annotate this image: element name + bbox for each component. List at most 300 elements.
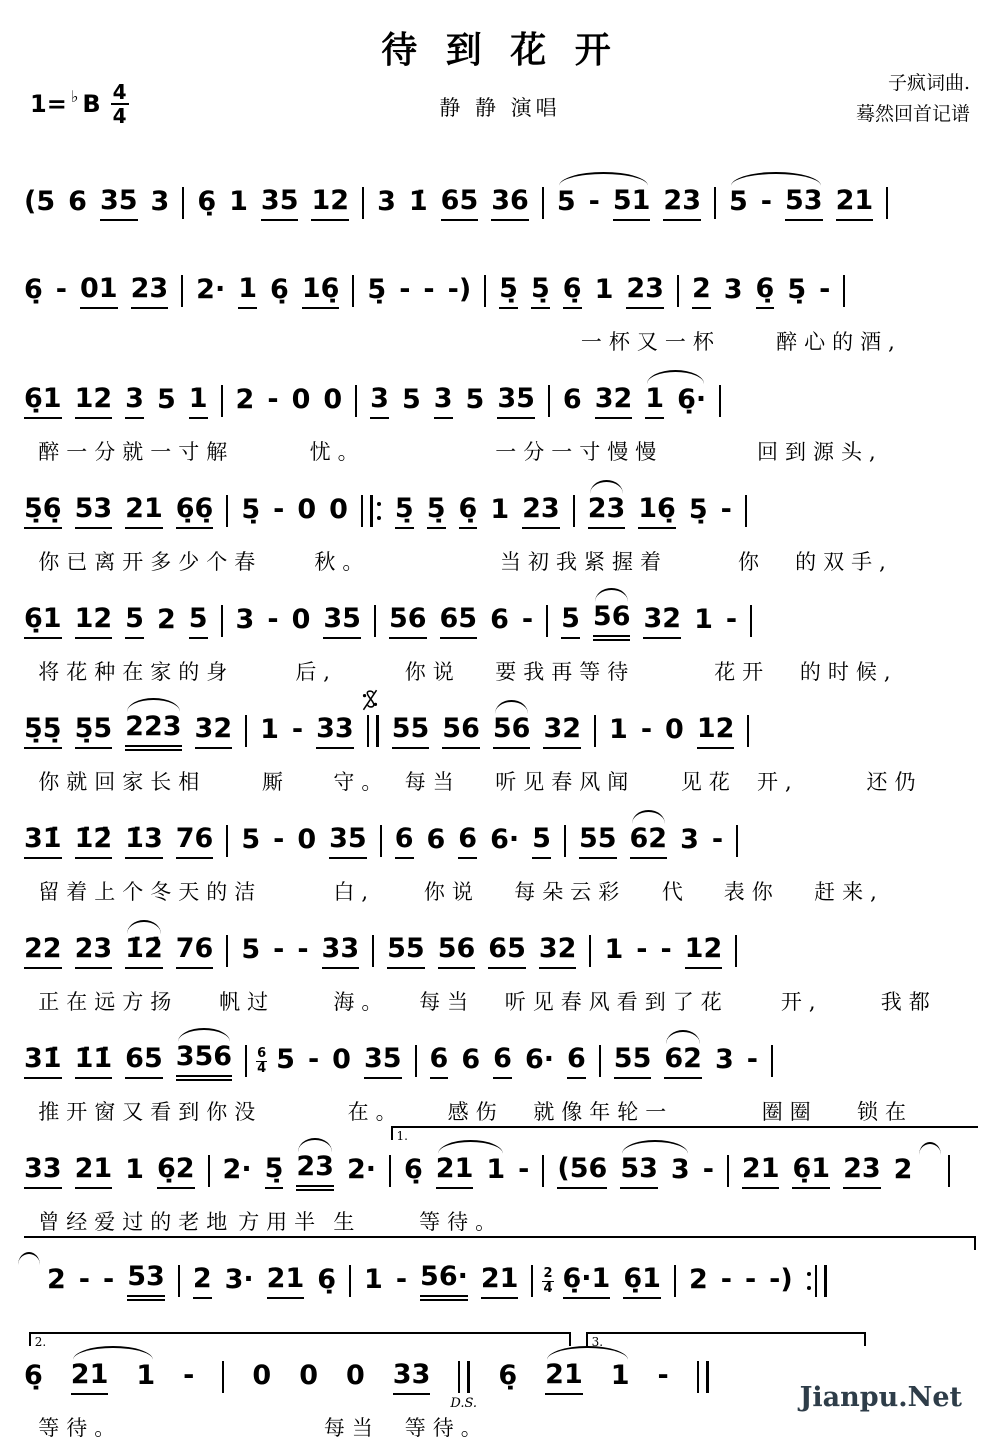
note: 65	[440, 603, 478, 639]
notes-row	[24, 354, 976, 432]
note: 0	[291, 383, 311, 415]
lyric: 醉一分就一寸解	[38, 440, 235, 464]
note: 1̇2̇	[75, 823, 113, 859]
barline	[546, 605, 548, 637]
note: -	[518, 1153, 530, 1185]
note: 55	[579, 823, 617, 859]
note: 23	[296, 1151, 334, 1191]
note: -	[297, 933, 309, 965]
note: 33	[24, 1153, 62, 1189]
note: -	[423, 273, 435, 305]
notes-row	[24, 574, 976, 652]
note: 62	[664, 1043, 702, 1079]
score-line-9	[24, 1014, 976, 1124]
lyric: 醉心的酒,	[776, 330, 902, 354]
note: 21	[545, 1359, 583, 1395]
slur-group	[493, 713, 531, 749]
note: 76	[176, 933, 214, 969]
note: 21	[125, 493, 163, 529]
note: 12	[697, 713, 735, 749]
lyric: 厮	[262, 770, 290, 794]
note: 1	[486, 1153, 506, 1185]
note: 51	[613, 185, 651, 221]
barline	[727, 1155, 729, 1187]
note: 76	[176, 823, 214, 859]
note: 0	[323, 383, 343, 415]
lyric: 要我再等待	[495, 660, 636, 684]
note: 12	[311, 185, 349, 221]
slur-group	[545, 1359, 629, 1395]
note: 6	[567, 1043, 586, 1079]
repeat-dots	[376, 498, 382, 524]
note: 53	[785, 185, 823, 221]
note: 5̣	[427, 493, 446, 529]
slur-group	[729, 185, 823, 221]
note: -	[103, 1263, 115, 1295]
note: 53	[127, 1261, 165, 1301]
note: 5	[276, 1043, 295, 1075]
lyric: 秋。	[314, 550, 371, 574]
lyric: 推开窗又看到你没	[38, 1100, 263, 1124]
note: 5̣	[531, 273, 550, 309]
note: 16̣	[302, 273, 340, 309]
slur-group	[125, 711, 181, 751]
note: 5̣	[499, 273, 518, 309]
note: 55	[387, 933, 425, 969]
note: 32	[643, 603, 681, 639]
note: 31̇	[24, 1043, 62, 1079]
note: -)	[769, 1263, 793, 1295]
slur-group	[436, 1153, 505, 1189]
barline	[594, 715, 596, 747]
note: 3	[125, 383, 144, 419]
barline	[226, 495, 228, 527]
note: 2	[893, 1153, 913, 1185]
note: 23	[75, 933, 113, 969]
segno-icon	[361, 688, 379, 712]
note: 21	[75, 1153, 113, 1189]
note: -	[760, 185, 772, 217]
slur-group	[296, 1151, 334, 1191]
note: 23	[522, 493, 560, 529]
note: -	[273, 493, 285, 525]
lyric: 听见春风闻	[495, 770, 636, 794]
note: 1	[189, 383, 208, 419]
note: 6̣6̣	[176, 493, 214, 529]
note: 1	[125, 1153, 144, 1185]
slur-group	[125, 933, 163, 969]
note: 1	[490, 493, 510, 525]
note: 5	[532, 823, 551, 859]
note: 32	[543, 713, 581, 749]
lyric: 每当	[419, 990, 476, 1014]
note: 23	[588, 493, 626, 529]
watermark: Jianpu.Net	[799, 1382, 962, 1413]
note: 6̣	[24, 273, 43, 305]
barline	[355, 385, 357, 417]
note: -	[640, 713, 653, 745]
lyric: 海。	[333, 990, 390, 1014]
header	[0, 0, 1000, 152]
note: 1	[364, 1263, 383, 1295]
note: -	[746, 1043, 758, 1075]
key-letter: B	[82, 90, 101, 118]
note: 1	[238, 273, 257, 309]
volta-bracket	[391, 1126, 978, 1143]
note: 56	[438, 933, 476, 969]
barline	[484, 275, 486, 307]
score-line-5	[24, 574, 976, 684]
note: -	[55, 273, 68, 305]
note: 6̣	[197, 185, 217, 217]
note: 33	[393, 1359, 431, 1395]
note: 31̇	[24, 823, 62, 859]
note: 6	[68, 185, 87, 217]
notes-row	[24, 1014, 976, 1092]
lyric: 锁在	[857, 1100, 913, 1124]
note: -	[291, 713, 304, 745]
note: 21	[71, 1359, 109, 1395]
lyric: 等待。	[404, 1416, 489, 1440]
barline	[750, 605, 752, 637]
lyric: 开,	[757, 770, 799, 794]
score-line-1	[24, 156, 976, 244]
slur-group	[176, 1041, 232, 1081]
note: 6̣	[24, 1359, 43, 1391]
barline	[674, 1265, 676, 1297]
lyric: 花开	[714, 660, 771, 684]
note: -	[521, 603, 534, 635]
note: 5̣	[241, 493, 261, 525]
barline	[677, 275, 679, 307]
note: (5	[24, 185, 56, 217]
note: 5	[465, 383, 485, 415]
barline	[182, 187, 184, 219]
note: 65	[488, 933, 526, 969]
lyric: 还仍	[866, 770, 923, 794]
score-line-6	[24, 684, 976, 794]
barline	[548, 385, 550, 417]
barline	[573, 495, 575, 527]
barline	[245, 1045, 247, 1077]
volta-label: 1.	[396, 1129, 408, 1143]
note: -	[657, 1359, 669, 1391]
note: 6̣	[459, 493, 478, 529]
note: 6	[562, 383, 582, 415]
note: 3	[723, 273, 743, 305]
barline	[542, 187, 544, 219]
repeat-dots	[806, 1268, 812, 1294]
note: 2	[47, 1263, 66, 1295]
note: 2	[235, 383, 255, 415]
score-line-4	[24, 464, 976, 574]
performer: 静 静 演唱	[439, 96, 561, 120]
barline	[886, 187, 888, 219]
slur-group	[557, 185, 651, 221]
note: -	[395, 1263, 408, 1295]
lyric: 就像年轮一	[533, 1100, 674, 1124]
double-barline	[697, 1361, 709, 1393]
lyric: 当初我紧握着	[500, 550, 668, 574]
note: (56	[557, 1153, 607, 1189]
note: 3	[370, 383, 389, 419]
ds-barline	[450, 1361, 478, 1411]
notes-row	[24, 464, 976, 542]
note: 33	[322, 933, 360, 969]
note: 3·	[224, 1263, 254, 1295]
segno-barline	[367, 715, 379, 747]
note: 56·	[420, 1261, 468, 1301]
ts-bottom: 4	[257, 1060, 267, 1076]
ts-bottom: 4	[543, 1280, 553, 1296]
note: 35	[261, 185, 299, 221]
barline	[745, 495, 747, 527]
note: 2	[692, 273, 711, 309]
note: 5̣	[395, 493, 414, 529]
lyric: 回到源头,	[757, 440, 883, 464]
barline	[843, 275, 845, 307]
slur-group	[630, 823, 668, 859]
note: 5	[125, 603, 144, 639]
notes-row	[24, 156, 976, 234]
lyric: 一杯又一杯	[580, 330, 721, 354]
note: -	[744, 1263, 757, 1295]
credits	[856, 68, 970, 131]
barline	[714, 187, 716, 219]
lyric: 留着上个冬天的洁	[38, 880, 263, 904]
score	[0, 152, 1000, 1440]
note: 01	[80, 273, 118, 309]
note: 6	[430, 1043, 449, 1079]
note: 3	[235, 603, 255, 635]
note: 1	[645, 383, 664, 419]
note: 1	[609, 713, 628, 745]
note: -	[273, 933, 285, 965]
note: 12	[685, 933, 723, 969]
note: 5	[561, 603, 580, 639]
note: 6	[426, 823, 446, 855]
lyric: 忧。	[309, 440, 366, 464]
note: 65	[441, 185, 479, 221]
note: 21	[436, 1153, 474, 1189]
note: 0	[252, 1359, 272, 1391]
note: 2	[156, 603, 176, 635]
note: 0	[291, 603, 311, 635]
note: -	[819, 273, 831, 305]
notes-row	[24, 794, 976, 872]
note: 5̣	[688, 493, 708, 525]
note: 16̣	[638, 493, 676, 529]
note: -	[267, 603, 279, 635]
double-barline	[458, 1361, 470, 1393]
barline	[221, 605, 223, 637]
volta-label: 2.	[34, 1335, 47, 1349]
note: 6̣	[498, 1359, 518, 1391]
time-signature	[111, 82, 129, 126]
note: 5	[241, 823, 261, 855]
lyric: 帆过	[219, 990, 276, 1014]
note: 35	[100, 185, 138, 221]
note: 0	[665, 713, 684, 745]
note: 5̣5	[75, 713, 113, 749]
barline	[352, 275, 354, 307]
barline	[719, 385, 721, 417]
note: 6̣·	[677, 383, 707, 415]
lyric: 见花	[680, 770, 737, 794]
barline	[948, 1155, 950, 1187]
note: 1	[260, 713, 279, 745]
note: -	[702, 1153, 714, 1185]
note: 5	[728, 185, 748, 217]
lyric: 圈圈	[761, 1100, 818, 1124]
double-barline	[815, 1265, 827, 1297]
credit-lyricist-composer: 子疯词曲.	[887, 72, 970, 94]
score-line-3	[24, 354, 976, 464]
note: -	[636, 933, 648, 965]
time-signature-change	[542, 1267, 553, 1295]
note: -	[78, 1263, 91, 1295]
barline	[736, 825, 738, 857]
note: 1	[694, 603, 713, 635]
note: 1̇3	[125, 823, 163, 859]
notes-row	[24, 904, 976, 982]
lyric: 守。	[333, 770, 390, 794]
lyric: 将花种在家的身	[38, 660, 235, 684]
barline	[531, 1265, 533, 1297]
slur-group	[71, 1359, 155, 1395]
lyric: 方用半	[238, 1210, 323, 1234]
note: 6̣2	[157, 1153, 195, 1189]
note: 56	[593, 601, 631, 641]
note: 12	[75, 383, 113, 419]
lyric: 在。	[347, 1100, 404, 1124]
note: 23	[131, 273, 169, 309]
barline	[349, 1265, 351, 1297]
ts-top: 6	[257, 1045, 267, 1061]
note: 35	[329, 823, 367, 859]
note: 1	[594, 273, 614, 305]
note: 6·	[490, 823, 520, 855]
note: 6	[458, 823, 477, 859]
barline	[415, 1045, 417, 1077]
note: 2	[688, 1263, 708, 1295]
lyric: 你说	[423, 880, 480, 904]
lyric: 白,	[333, 880, 376, 904]
lyric: 表你	[723, 880, 780, 904]
note: 6̣	[756, 273, 775, 309]
lyric: 你就回家长相	[38, 770, 207, 794]
note: 6̣1	[792, 1153, 830, 1189]
repeat-end	[806, 1265, 827, 1297]
lyric: 等待。	[38, 1416, 123, 1440]
note: 5	[401, 383, 421, 415]
note: 12	[75, 603, 113, 639]
note: -	[267, 383, 279, 415]
note: 6̣	[563, 273, 582, 309]
note: 0	[297, 823, 317, 855]
lyric: 后,	[295, 660, 337, 684]
score-line-8	[24, 904, 976, 1014]
ts-top: 2	[543, 1265, 553, 1281]
note: 35	[364, 1043, 402, 1079]
note: 21	[742, 1153, 780, 1189]
song-title: 待 到 花 开	[381, 29, 619, 71]
barline	[747, 715, 749, 747]
barline	[245, 715, 247, 747]
note: 0	[299, 1359, 318, 1391]
barline	[372, 935, 374, 967]
note: 62	[630, 823, 668, 859]
note: 0	[329, 493, 348, 525]
notes-row	[24, 244, 976, 322]
slur-group	[664, 1043, 702, 1079]
flat-icon: ♭	[70, 86, 79, 106]
barline	[599, 1045, 601, 1077]
note: 0	[345, 1359, 365, 1391]
note: 0	[297, 493, 317, 525]
barline	[181, 275, 183, 307]
note: -	[720, 493, 732, 525]
note: 56	[389, 603, 427, 639]
note: -	[711, 823, 724, 855]
note: 55	[614, 1043, 652, 1079]
repeat-start	[361, 495, 382, 527]
double-barline	[361, 495, 373, 527]
note: 53	[75, 493, 113, 529]
note: 6	[490, 603, 509, 635]
note: 21	[836, 185, 874, 221]
credit-transcriber: 蓦然回首记谱	[855, 103, 970, 126]
time-top: 4	[112, 80, 127, 104]
lyric: 感伤	[447, 1100, 504, 1124]
volta-bracket	[24, 1236, 976, 1250]
key-signature	[30, 82, 129, 126]
slur-group	[588, 493, 626, 529]
lyric: 你说	[404, 660, 461, 684]
note: 5̣	[787, 273, 807, 305]
time-signature-change	[256, 1047, 267, 1075]
volta-bracket	[586, 1332, 866, 1349]
ds-marker: D.S.	[450, 1396, 478, 1411]
barline	[221, 385, 223, 417]
note: 6̣	[317, 1263, 337, 1295]
lyric: 代	[661, 880, 690, 904]
barline	[389, 1155, 391, 1187]
double-barline	[367, 715, 379, 747]
lyric: 听见春风看到了花	[504, 990, 729, 1014]
note: 6̣	[404, 1153, 423, 1185]
score-line-11	[24, 1234, 976, 1330]
lyric: 我都	[880, 990, 937, 1014]
note: 21	[481, 1263, 519, 1299]
slur-group	[645, 383, 706, 419]
lyric: 曾经爱过的老地	[38, 1210, 235, 1234]
note: 55	[392, 713, 430, 749]
lyric: 正在远方扬	[38, 990, 179, 1014]
note: 23	[626, 273, 664, 309]
lyric: 赶来,	[814, 880, 884, 904]
note: 5̣6̣	[24, 493, 62, 529]
note: 22	[24, 933, 62, 969]
lyric: 你已离开多少个春	[38, 550, 263, 574]
note: 5̣	[265, 1153, 284, 1189]
note: 1̇	[408, 185, 428, 217]
note: 3	[150, 185, 170, 217]
note: 3	[377, 185, 396, 217]
note: 2·	[346, 1153, 376, 1185]
note: 223	[125, 711, 181, 751]
note: 0	[332, 1043, 351, 1075]
